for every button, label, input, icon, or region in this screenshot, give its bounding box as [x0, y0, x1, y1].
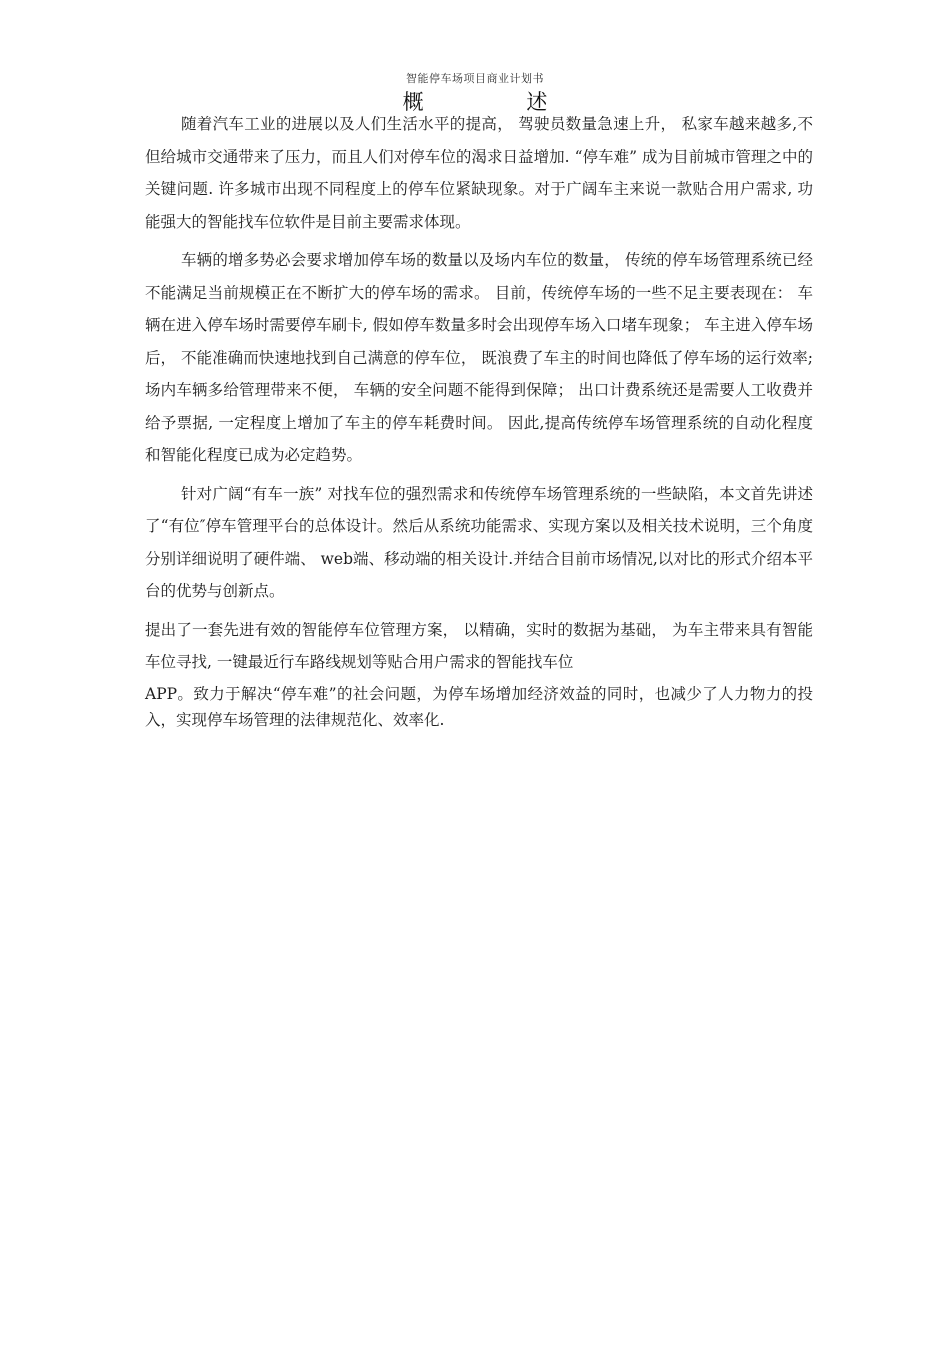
running-header: 智能停车场项目商业计划书 — [406, 72, 544, 85]
paragraph-solution: 提出了一套先进有效的智能停车位管理方案， 以精确，实时的数据为基础， 为车主带来具有智能车位寻找, 一键最近行车路线规划等贴合用户需求的智能找车位 — [145, 620, 813, 671]
paragraph-design: 针对广阔“有车一族” 对找车位的强烈需求和传统停车场管理系统的一些缺陷，本文首先讲述了“有位″停车管理平台的总体设计。然后从系统功能需求、实现方案以及相关技术说明，三个角度分别详细说明了硬件端、 web端、移动端的相关设计.并结合目前市场情况,以对比的形式介绍本平台的优势与创新点。 — [145, 484, 813, 600]
paragraph-intro: 随着汽车工业的进展以及人们生活水平的提高， 驾驶员数量急速上升， 私家车越来越多,不但给城市交通带来了压力，而且人们对停车位的渴求日益增加. “停车难” 成为目前城市管理之中的关键问题. 许多城市出现不同程度上的停车位紧缺现象。对于广阔车主来说一款贴合用户需求, 功能强大的智能找车位软件是目前主要需求体现。 — [145, 115, 813, 231]
document-body — [145, 108, 813, 739]
paragraph-problems: 车辆的增多势必会要求增加停车场的数量以及场内车位的数量， 传统的停车场管理系统已经不能满足当前规模正在不断扩大的停车场的需求。 目前，传统停车场的一些不足主要表现在： 车辆在进入停车场时需要停车刷卡, 假如停车数量多时会出现停车场入口堵车现象； 车主进入停车场后， 不能准确而快速地找到自己满意的停车位， 既浪费了车主的时间也降低了停车场的运行效率; 场内车辆多给管理带来不便， 车辆的安全问题不能得到保障； 出口计费系统还是需要人工收费并给予票据, 一定程度上增加了车主的停车耗费时间。 因此,提高传统停车场管理系统的自动化程度和智能化程度已成为必定趋势。 — [145, 251, 813, 464]
page-title: 概 述 — [402, 90, 596, 114]
paragraph-conclusion: APP。致力于解决“停车难”的社会问题，为停车场增加经济效益的同时，也减少了人力物力的投入，实现停车场管理的法律规范化、效率化. — [145, 684, 813, 729]
